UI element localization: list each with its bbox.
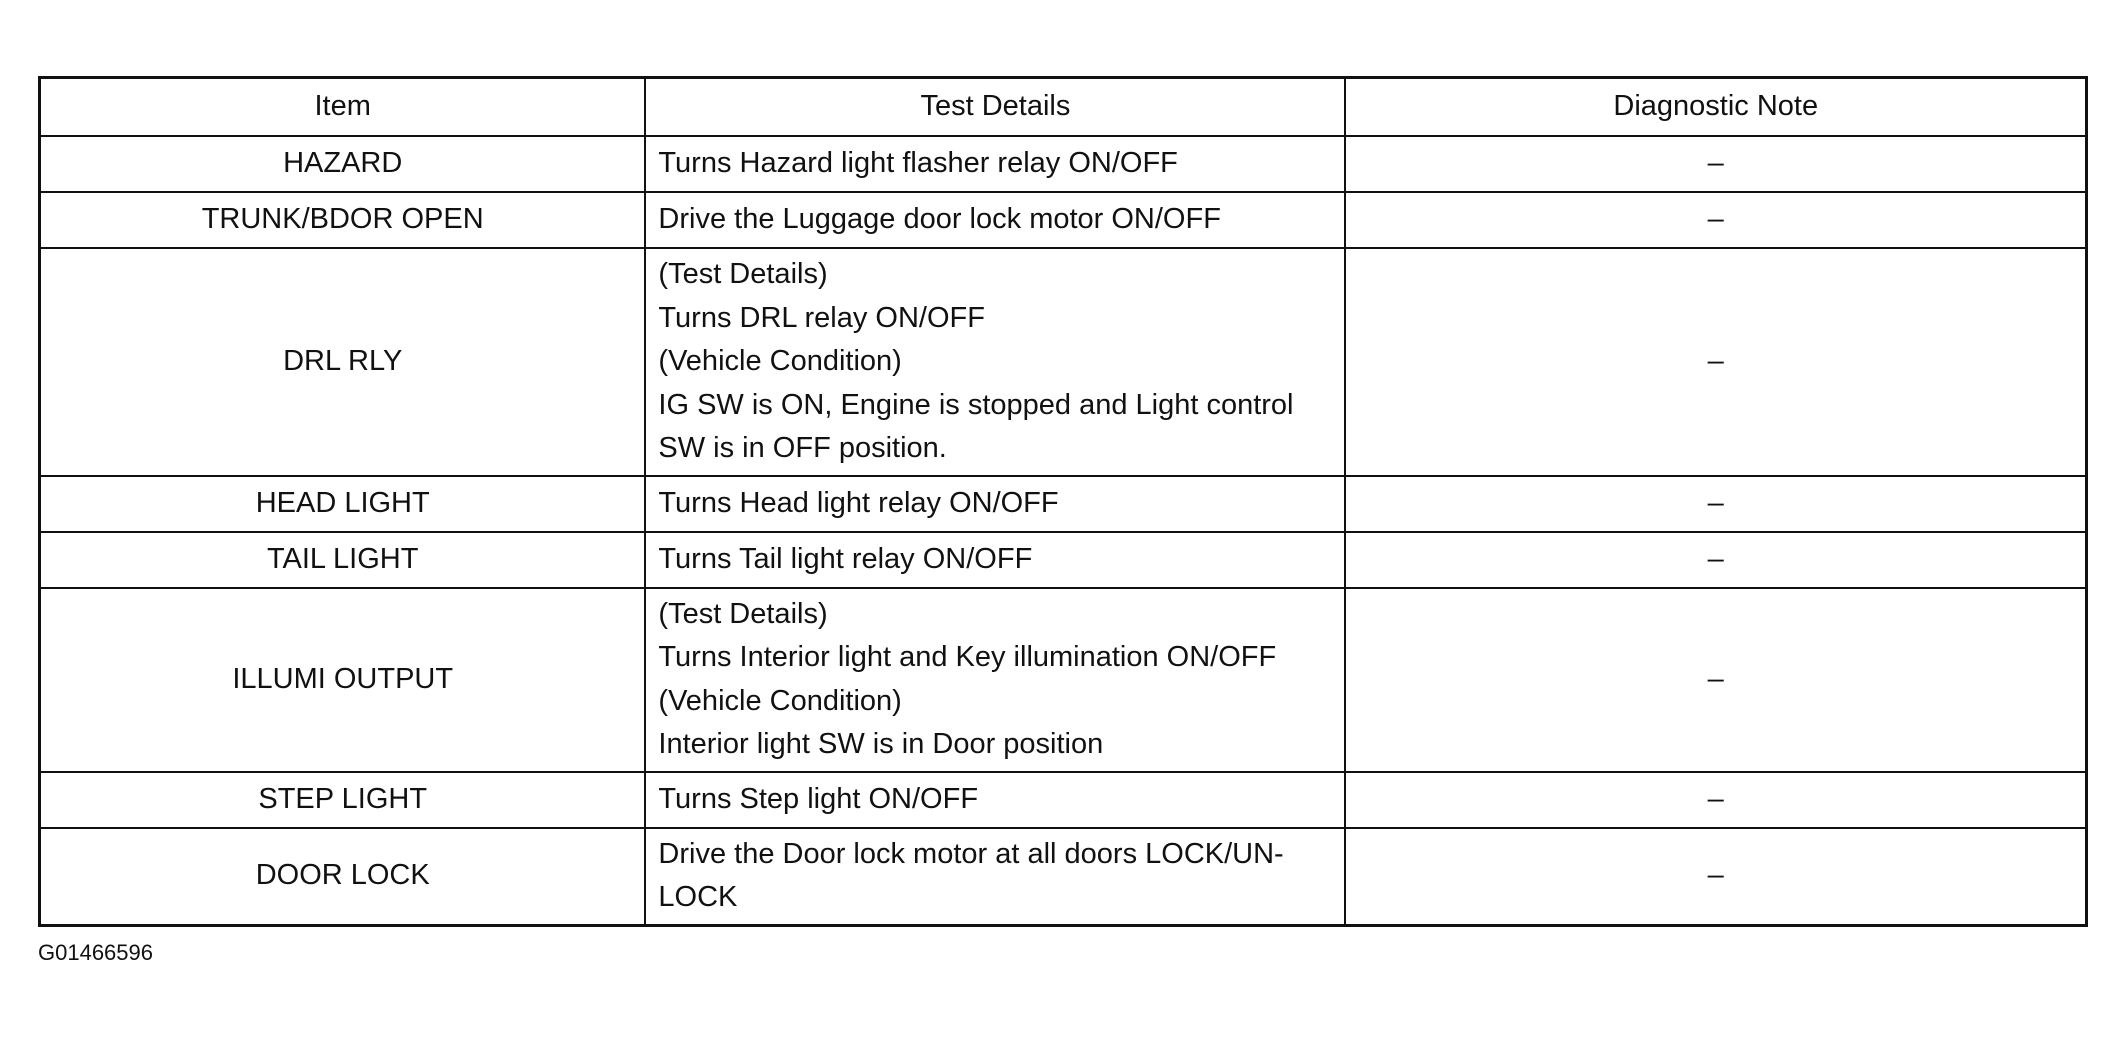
test-detail-line: Interior light SW is in Door position [658,728,1104,760]
diagnostic-note-cell: – [1345,476,2086,532]
test-detail-line: Turns Hazard light flasher relay ON/OFF [658,147,1178,180]
active-test-table [38,76,2088,927]
diagnostic-note-cell: – [1345,588,2086,772]
diagnostic-note-cell: – [1345,192,2086,248]
test-details-cell [645,828,1345,926]
table-row [40,136,2087,192]
table-row [40,772,2087,828]
test-detail-line: Drive the Luggage door lock motor ON/OFF [658,203,1221,236]
diagnostic-note-cell: – [1345,532,2086,588]
test-detail-line: Turns DRL relay ON/OFF [658,301,985,334]
test-detail-line: (Test Details) [658,258,828,290]
test-detail-line: Turns Tail light relay ON/OFF [658,542,1033,575]
active-test-table-container [38,76,2088,927]
table-row [40,476,2087,532]
table-row [40,532,2087,588]
test-detail-line: (Vehicle Condition) [658,345,902,377]
table-header-row [40,78,2087,137]
table-row [40,248,2087,476]
test-details-cell [645,588,1345,772]
item-cell: TAIL LIGHT [40,532,646,588]
table-row [40,828,2087,926]
diagnostic-note-cell: – [1345,828,2086,926]
diagnostic-note-cell: – [1345,772,2086,828]
table-row [40,588,2087,772]
test-detail-line: Drive the Door lock motor at all doors LOCK/UN-LOCK [658,837,1284,913]
item-cell: DOOR LOCK [40,828,646,926]
item-cell: STEP LIGHT [40,772,646,828]
test-detail-line: Turns Step light ON/OFF [658,782,979,815]
test-detail-line: Turns Interior light and Key illumination ON/OFF [658,641,1277,673]
table-row [40,192,2087,248]
test-detail-line: IG SW is ON, Engine is stopped and Light control SW is in OFF position. [658,388,1294,464]
test-details-cell [645,532,1345,588]
item-cell: TRUNK/BDOR OPEN [40,192,646,248]
item-cell: DRL RLY [40,248,646,476]
item-cell: HEAD LIGHT [40,476,646,532]
test-details-cell [645,476,1345,532]
table-body [40,136,2087,925]
diagnostic-note-cell: – [1345,248,2086,476]
test-detail-line: (Test Details) [658,597,828,630]
item-cell: ILLUMI OUTPUT [40,588,646,772]
test-details-cell [645,772,1345,828]
test-details-cell [645,192,1345,248]
diagnostic-note-cell: – [1345,136,2086,192]
test-detail-line: (Vehicle Condition) [658,684,902,717]
header-test-details: Test Details [645,78,1345,137]
test-details-cell [645,136,1345,192]
test-detail-line: Turns Head light relay ON/OFF [658,486,1059,519]
header-item: Item [40,78,646,137]
item-cell: HAZARD [40,136,646,192]
figure-id: G01466596 [38,940,153,965]
test-details-cell [645,248,1345,476]
header-diagnostic-note: Diagnostic Note [1345,78,2086,137]
